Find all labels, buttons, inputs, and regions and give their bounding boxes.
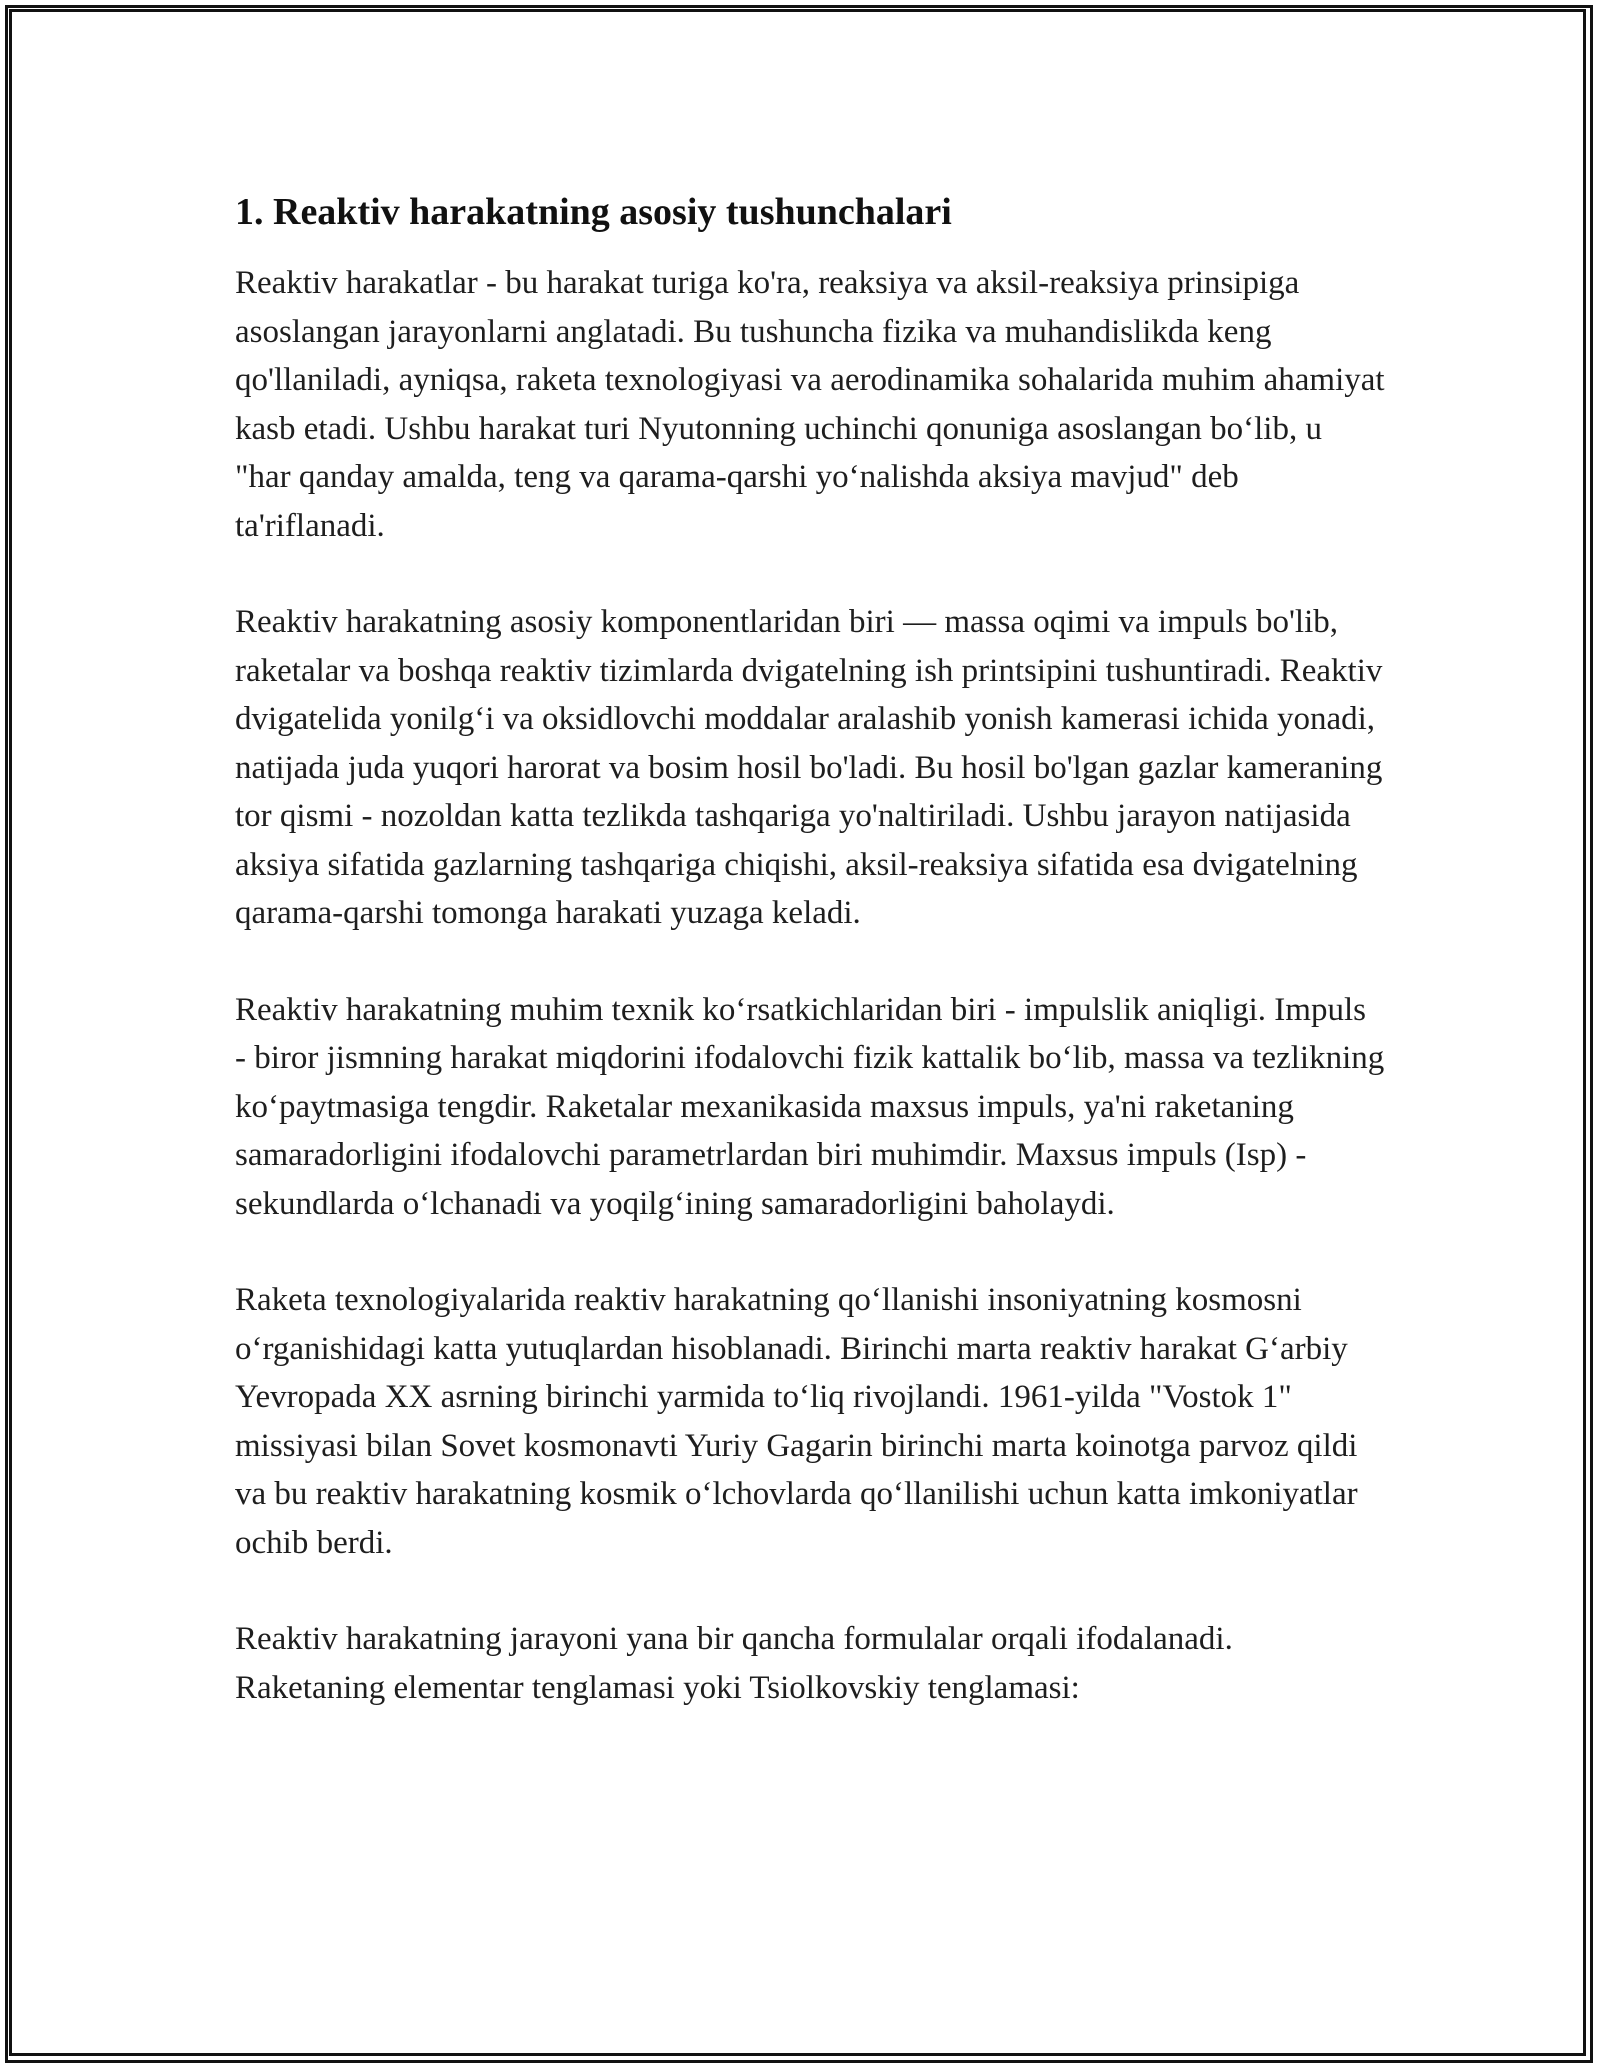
section-heading: 1. Reaktiv harakatning asosiy tushunchalari xyxy=(235,191,952,233)
document-body xyxy=(235,183,1385,1760)
paragraph-5: Reaktiv harakatning jarayoni yana bir qancha formulalar orqali ifodalanadi. Raketaning elementar tenglamasi yoki Tsiolkovskiy tenglamasi: xyxy=(235,1621,1233,1706)
paragraph-1: Reaktiv harakatlar - bu harakat turiga ko'ra, reaksiya va aksil-reaksiya prinsipiga asoslangan jarayonlarni anglatadi. Bu tushuncha fizika va muhandislikda keng qo'llaniladi, ayniqsa, raketa texnologiyasi va aerodinamika sohalarida muhim ahamiyat kasb etadi. Ushbu harakat turi Nyutonning uchinchi qonuniga asoslangan boʻlib, u "har qanday amalda, teng va qarama-qarshi yoʻnalishda aksiya mavjud" deb ta'riflanadi. xyxy=(235,265,1385,544)
paragraph-4: Raketa texnologiyalarida reaktiv harakatning qoʻllanishi insoniyatning kosmosni oʻrganishidagi katta yutuqlardan hisoblanadi. Birinchi marta reaktiv harakat Gʻarbiy Yevropada XX asrning birinchi yarmida toʻliq rivojlandi. 1961-yilda "Vostok 1" missiyasi bilan Sovet kosmonavti Yuriy Gagarin birinchi marta koinotga parvoz qildi va bu reaktiv harakatning kosmik oʻlchovlarda qoʻllanilishi uchun katta imkoniyatlar ochib berdi. xyxy=(235,1282,1358,1561)
paragraph-2: Reaktiv harakatning asosiy komponentlaridan biri — massa oqimi va impuls bo'lib, raketalar va boshqa reaktiv tizimlarda dvigatelning ish printsipini tushuntiradi. Reaktiv dvigatelida yonilgʻi va oksidlovchi moddalar aralashib yonish kamerasi ichida yonadi, natijada juda yuqori harorat va bosim hosil bo'ladi. Bu hosil bo'lgan gazlar kameraning tor qismi - nozoldan katta tezlikda tashqariga yo'naltiriladi. Ushbu jarayon natijasida aksiya sifatida gazlarning tashqariga chiqishi, aksil-reaksiya sifatida esa dvigatelning qarama-qarshi tomonga harakati yuzaga keladi. xyxy=(235,604,1383,931)
paragraph-3: Reaktiv harakatning muhim texnik koʻrsatkichlaridan biri - impulslik aniqligi. Impuls - biror jismning harakat miqdorini ifodalovchi fizik kattalik boʻlib, massa va tezlikning koʻpaytmasiga tengdir. Raketalar mexanikasida maxsus impuls, ya'ni raketaning samaradorligini ifodalovchi parametrlardan biri muhimdir. Maxsus impuls (Isp) - sekundlarda oʻlchanadi va yoqilgʻining samaradorligini baholaydi. xyxy=(235,991,1385,1222)
